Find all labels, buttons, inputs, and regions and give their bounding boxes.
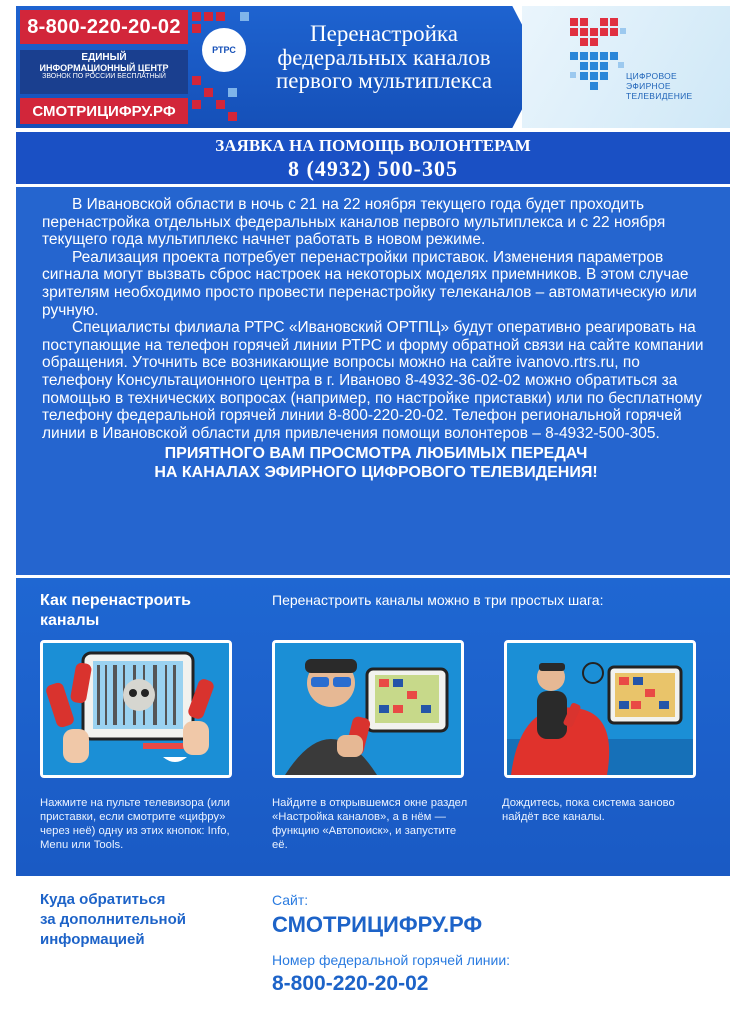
- man-with-remote-illustration: [275, 643, 461, 775]
- site-link[interactable]: СМОТРИЦИФРУ.РФ: [272, 912, 483, 937]
- header-title-line: федеральных каналов: [277, 44, 491, 70]
- digital-tv-logo-line: ЦИФРОВОЕ: [626, 71, 678, 81]
- article-body: [16, 187, 730, 575]
- hotline-phone-badge: 8-800-220-20-02: [20, 10, 188, 44]
- info-center-box: [20, 50, 188, 94]
- closing-line: ПРИЯТНОГО ВАМ ПРОСМОТРА ЛЮБИМЫХ ПЕРЕДАЧ: [164, 445, 588, 463]
- digital-tv-butterfly-logo: [568, 16, 628, 108]
- header-title: [256, 22, 512, 112]
- steps-title: Как перенастроить каналы: [40, 592, 191, 629]
- contacts-title-line: Куда обратиться: [40, 891, 166, 908]
- article-paragraph: В Ивановской области в ночь с 21 на 22 ноября текущего года будет проходить перенастройка отдельных федеральных каналов первого мультиплекса и с 22 ноября текущего года мультиплекс начнет работать в новом режиме.: [42, 196, 666, 249]
- site-badge: СМОТРИЦИФРУ.РФ: [20, 98, 188, 124]
- digital-tv-logo-text: [626, 72, 693, 101]
- step-1-illustration: [40, 640, 232, 778]
- remote-control-tv-illustration: [43, 643, 229, 775]
- step-1-text: Нажмите на пульте телевизора (или приставки, если смотрите «цифру» через неё) одну из этих кнопок: Info, Menu или Tools.: [40, 797, 230, 851]
- article-paragraph: Реализация проекта потребует перенастройки приставок. Изменения параметров сигнала могут вызвать сброс настроек на некоторых моделях приемников. В этом случае зрителям необходимо просто провести перенастройку телеканалов – автоматическую или ручную.: [42, 248, 697, 319]
- step-3-text: Дождитесь, пока система заново найдёт все каналы.: [502, 797, 675, 823]
- volunteer-application-phone: 8 (4932) 500-305: [288, 156, 458, 181]
- contacts-section: [16, 876, 730, 1016]
- volunteer-application-band: [16, 132, 730, 184]
- info-center-line3: ЗВОНОК ПО РОССИИ БЕСПЛАТНЫЙ: [42, 73, 166, 81]
- site-label: Сайт:: [272, 892, 309, 908]
- header-title-line: первого мультиплекса: [275, 68, 493, 94]
- contacts-title: [40, 890, 186, 950]
- step-2-illustration: [272, 640, 464, 778]
- rtrs-logo-text: РТРС: [212, 45, 236, 55]
- info-center-line2: ИНФОРМАЦИОННЫЙ ЦЕНТР: [39, 63, 169, 74]
- info-center-line1: ЕДИНЫЙ: [81, 52, 127, 63]
- closing-line: НА КАНАЛАХ ЭФИРНОГО ЦИФРОВОГО ТЕЛЕВИДЕНИЯ!: [154, 464, 598, 482]
- article-paragraph: Специалисты филиала РТРС «Ивановский ОРТПЦ» будут оперативно реагировать на поступающие на телефон горячей линии РТРС и форму обратной связи на сайте компании обращения. Уточнить все возникающие вопросы можно на сайте ivanovo.rtrs.ru, по телефону Консультационного центра в г. Иваново 8-4932-36-02-02 можно обратиться за помощью в технических вопросах (например, по настройке приставки) или по бесплатному телефону федеральной горячей линии 8-800-220-20-02. Телефон региональной горячей линии в Ивановской области для привлечения помощи волонтеров – 8-4932-500-305.: [42, 319, 704, 442]
- header-title-line: Перенастройка: [310, 21, 458, 46]
- contacts-title-line: за дополнительной: [40, 911, 186, 928]
- steps-section: [16, 578, 730, 876]
- hotline-label: Номер федеральной горячей линии:: [272, 952, 511, 968]
- digital-tv-logo-line: ЭФИРНОЕ: [626, 80, 671, 91]
- step-2-text: Найдите в открывшемся окне раздел «Настройка каналов», а в нём — функцию «Автопоиск», и запустите её.: [272, 797, 468, 851]
- header-banner: [16, 6, 730, 128]
- steps-subtitle: Перенастроить каналы можно в три простых шага:: [272, 592, 604, 608]
- volunteer-application-title: ЗАЯВКА НА ПОМОЩЬ ВОЛОНТЕРАМ: [215, 136, 531, 155]
- hotline-phone[interactable]: 8-800-220-20-02: [272, 972, 429, 995]
- rtrs-logo: [202, 28, 246, 72]
- contacts-title-line: информацией: [40, 931, 145, 948]
- closing-message: [42, 444, 710, 482]
- man-in-armchair-illustration: [507, 643, 693, 775]
- step-3-illustration: [504, 640, 696, 778]
- digital-tv-logo-line: ТЕЛЕВИДЕНИЕ: [626, 90, 693, 101]
